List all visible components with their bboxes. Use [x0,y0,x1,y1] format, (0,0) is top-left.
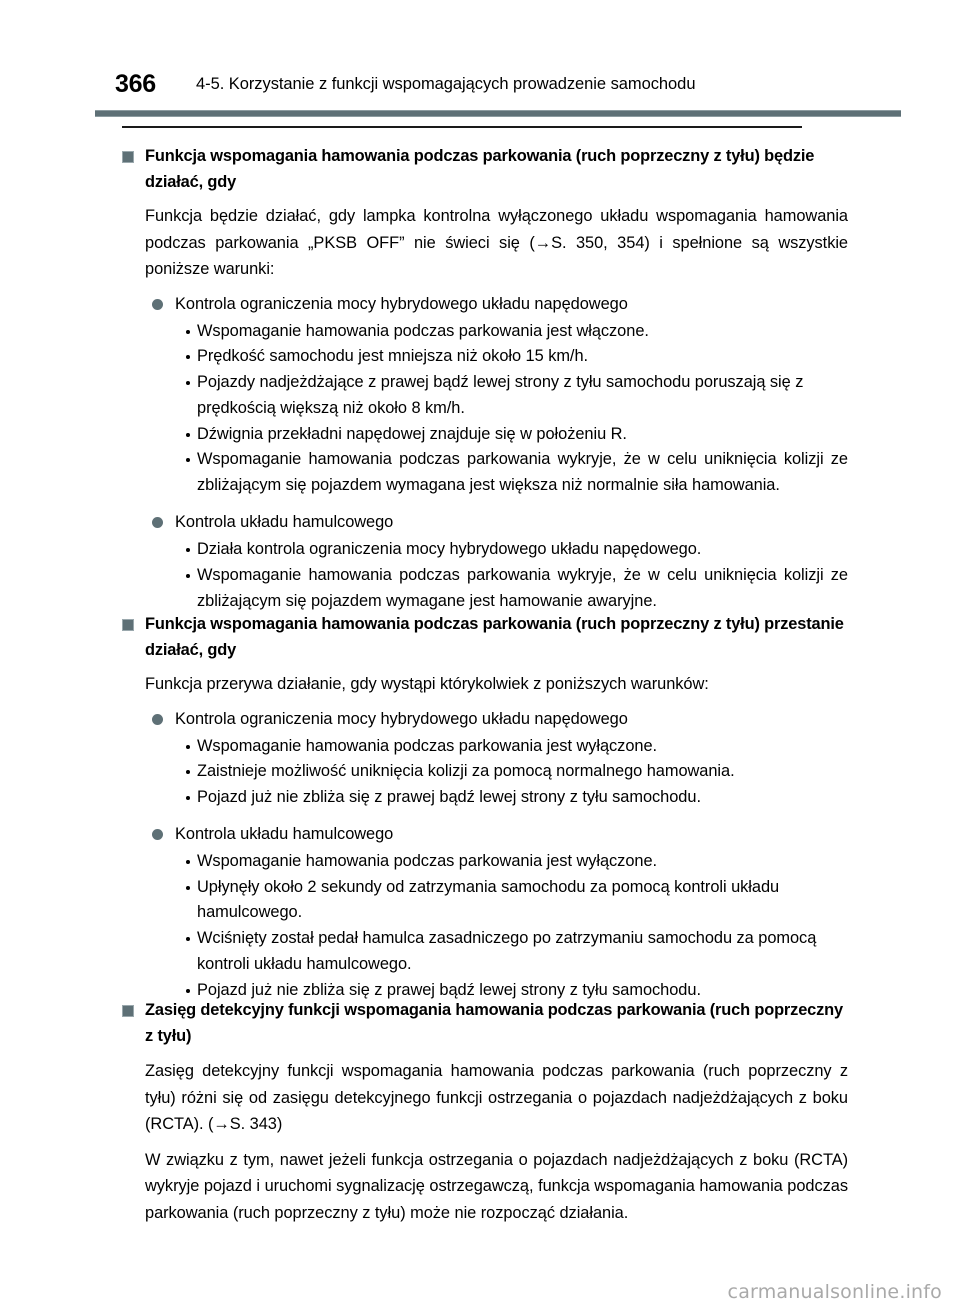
group-label [0,509,960,535]
group-label-text: Kontrola układu hamulcowego [175,513,394,532]
page-header [0,0,960,118]
dot-bullet-icon [186,860,190,864]
list-item-text: Wspomaganie hamowania podczas parkowania wykryje, że w celu uniknięcia kolizji ze zbliżającym się pojazdem wymagane jest hamowanie awaryjne. [197,565,848,610]
list-item [0,759,960,785]
list-item-text: Wciśnięty został pedał hamulca zasadniczego po zatrzymaniu samochodu za pomocą kontroli układu hamulcowego. [197,929,817,974]
list-item [0,563,960,615]
group-1-2 [0,509,960,614]
content-top-divider [122,126,802,128]
dot-bullet-icon [186,381,190,385]
group-1-1 [0,291,960,500]
section-1 [0,144,960,614]
list-item [0,422,960,448]
dot-bullet-icon [186,937,190,941]
section-heading-text: Funkcja wspomagania hamowania podczas parkowania (ruch poprzeczny z tyłu) będzie działać, gdy [145,147,815,191]
group-label-text: Kontrola ograniczenia mocy hybrydowego układu napędowego [175,294,628,313]
watermark: carmanualsonline.info [727,1281,942,1303]
list-item-text: Wspomaganie hamowania podczas parkowania jest włączone. [197,321,649,340]
list-item [0,319,960,345]
list-item-text: Prędkość samochodu jest mniejsza niż około 15 km/h. [197,347,589,366]
section-heading [0,144,960,195]
section-2 [0,612,960,1004]
round-bullet-icon [152,299,163,310]
round-bullet-icon [152,829,163,840]
list-item-text: Pojazdy nadjeżdżające z prawej bądź lewej strony z tyłu samochodu poruszają się z prędkością większą niż około 8 km/h. [197,373,804,417]
section-heading [0,998,960,1049]
list-item-text: Wspomaganie hamowania podczas parkowania jest wyłączone. [197,851,658,870]
square-bullet-icon [122,619,134,631]
list-item [0,926,960,978]
list-item-text: Dźwignia przekładni napędowej znajduje się w położeniu R. [197,424,627,443]
section-heading-text: Zasięg detekcyjny funkcji wspomagania hamowania podczas parkowania (ruch poprzeczny z tyłu) [145,1001,844,1045]
section-heading-text: Funkcja wspomagania hamowania podczas parkowania (ruch poprzeczny z tyłu) przestanie działać, gdy [145,615,844,659]
dot-bullet-icon [186,886,190,890]
list-item [0,537,960,563]
list-item-text: Działa kontrola ograniczenia mocy hybrydowego układu napędowego. [197,540,702,559]
dot-bullet-icon [186,433,190,437]
list-item-text: Pojazd już nie zbliża się z prawej bądź lewej strony z tyłu samochodu. [197,788,701,807]
header-section-title: 4-5. Korzystanie z funkcji wspomagających prowadzenie samochodu [196,75,696,93]
section-3 [0,998,960,1226]
list-item [0,447,960,499]
dot-bullet-icon [186,574,190,578]
dot-bullet-icon [186,548,190,552]
group-2-2 [0,821,960,1004]
group-label [0,291,960,317]
group-2-1 [0,706,960,811]
list-item [0,734,960,760]
dot-bullet-icon [186,355,190,359]
group-label-text: Kontrola ograniczenia mocy hybrydowego układu napędowego [175,709,628,728]
round-bullet-icon [152,714,163,725]
dot-bullet-icon [186,458,190,462]
section-intro: Funkcja przerywa działanie, gdy wystąpi którykolwiek z poniższych warunków: [145,675,709,693]
section-extra-paragraph: W związku z tym, nawet jeżeli funkcja ostrzegania o pojazdach nadjeżdżających z boku (RCTA) wykryje pojazd i uruchomi sygnalizację ostrzegawczą, funkcja wspomagania hamowania podczas parkowania (ruch poprzeczny z tyłu) może nie rozpocząć działania. [145,1150,848,1222]
section-intro: Funkcja będzie działać, gdy lampka kontrolna wyłączonego układu wspomagania hamowania podczas parkowania „PKSB OFF” nie świeci się (→S. 350, 354) i spełnione są wszystkie poniższe warunki: [145,207,848,278]
list-item [0,344,960,370]
group-label [0,821,960,847]
section-intro: Zasięg detekcyjny funkcji wspomagania hamowania podczas parkowania (ruch poprzeczny z tyłu) różni się od zasięgu detekcyjnego funkcji ostrzegania o pojazdach nadjeżdżających z boku (RCTA). (→S. 343) [145,1062,848,1133]
list-item-text: Upłynęły około 2 sekundy od zatrzymania samochodu za pomocą kontroli układu hamulcowego. [197,877,780,922]
list-item-text: Zaistnieje możliwość uniknięcia kolizji za pomocą normalnego hamowania. [197,762,735,781]
group-label [0,706,960,732]
square-bullet-icon [122,1005,134,1017]
dot-bullet-icon [186,989,190,993]
dot-bullet-icon [186,796,190,800]
list-item [0,849,960,875]
list-item [0,875,960,927]
list-item-text: Wspomaganie hamowania podczas parkowania jest wyłączone. [197,736,658,755]
dot-bullet-icon [186,770,190,774]
list-item [0,370,960,422]
list-item-text: Pojazd już nie zbliża się z prawej bądź lewej strony z tyłu samochodu. [197,980,701,999]
header-divider [95,110,901,117]
round-bullet-icon [152,517,163,528]
square-bullet-icon [122,151,134,163]
page-number: 366 [115,70,156,98]
section-heading [0,612,960,663]
dot-bullet-icon [186,330,190,334]
group-label-text: Kontrola układu hamulcowego [175,824,394,843]
list-item [0,785,960,811]
dot-bullet-icon [186,745,190,749]
list-item-text: Wspomaganie hamowania podczas parkowania wykryje, że w celu uniknięcia kolizji ze zbliżającym się pojazdem wymagana jest większa niż normalnie siła hamowania. [197,450,848,495]
